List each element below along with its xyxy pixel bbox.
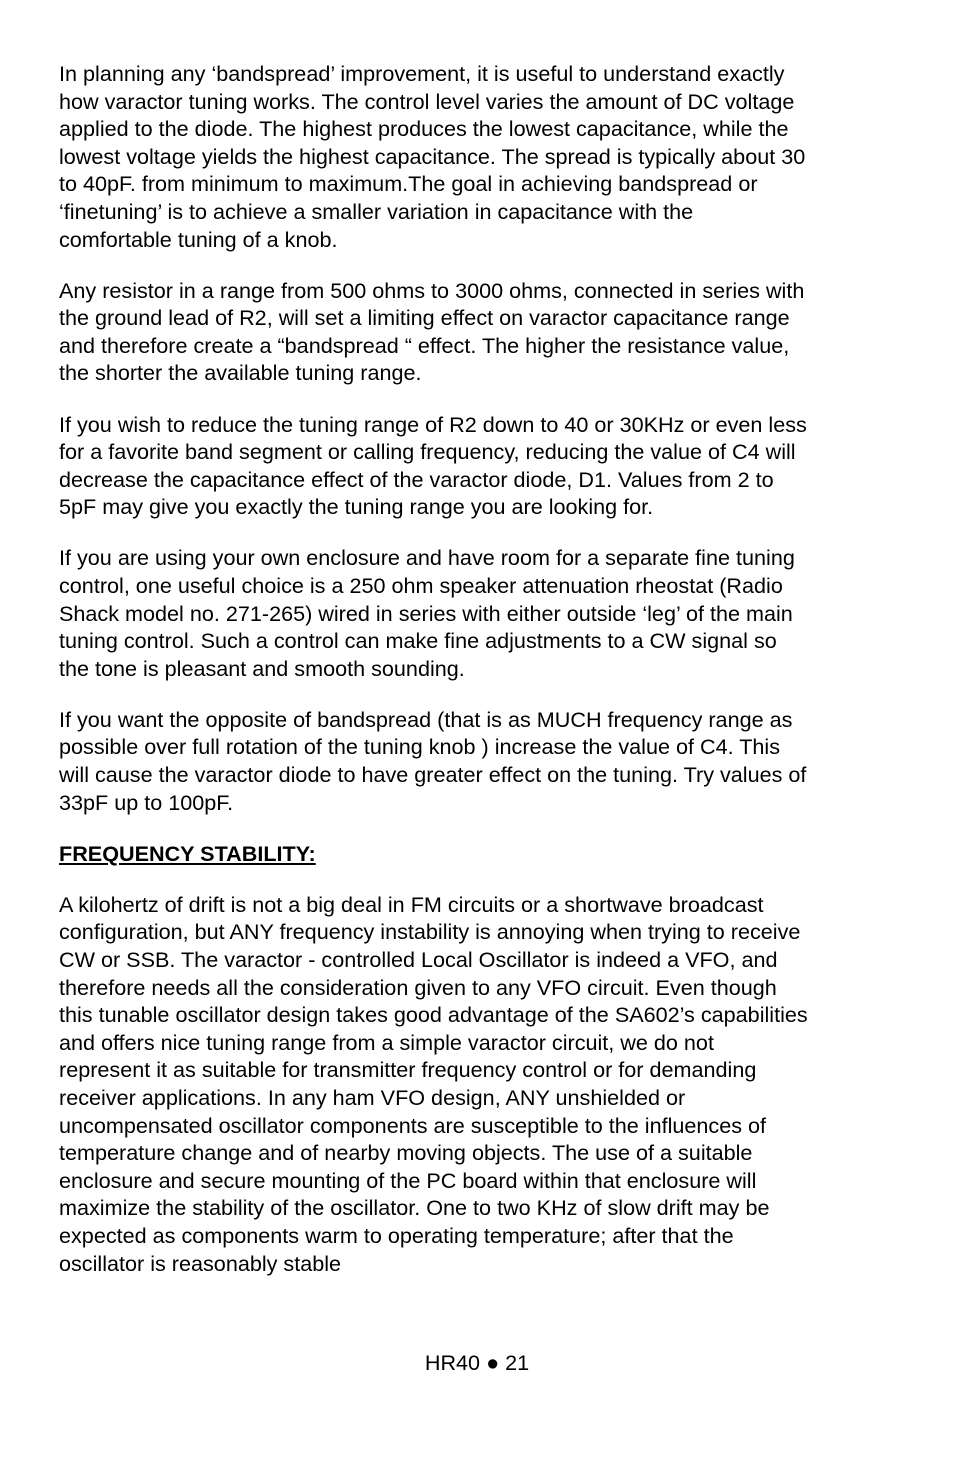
text-line: ‘finetuning’ is to achieve a smaller variation in capacitance with the (59, 198, 694, 224)
text-line: receiver applications. In any ham VFO design, ANY unshielded or (59, 1085, 686, 1110)
text-line: enclosure and secure mounting of the PC board within that enclosure will (59, 1167, 757, 1193)
text-line: If you are using your own enclosure and have room for a separate fine tuning (59, 545, 795, 571)
text-line: comfortable tuning of a knob. (59, 226, 338, 252)
text-line: how varactor tuning works. The control level varies the amount of DC voltage (59, 88, 795, 114)
text-line: the shorter the available tuning range. (59, 360, 422, 386)
text-line: decrease the capacitance effect of the varactor diode, D1. Values from 2 to (59, 466, 774, 492)
section-heading: FREQUENCY STABILITY: (59, 840, 316, 866)
text-line: expected as components warm to operating temperature; after that the (59, 1222, 734, 1248)
text-line: 33pF up to 100pF. (59, 789, 234, 815)
text-line: the tone is pleasant and smooth sounding. (59, 655, 465, 681)
text-line: tuning control. Such a control can make fine adjustments to a CW signal so (59, 628, 777, 654)
text-line: If you want the opposite of bandspread (that is as MUCH frequency range as (59, 706, 793, 732)
text-line: this tunable oscillator design takes good advantage of the SA602’s capabilities (59, 1002, 808, 1028)
text-line: maximize the stability of the oscillator. One to two KHz of slow drift may be (59, 1195, 770, 1221)
text-line: Any resistor in a range from 500 ohms to 3000 ohms, connected in series with (59, 277, 805, 303)
page-body (59, 60, 901, 1301)
text-line: A kilohertz of drift is not a big deal in FM circuits or a shortwave broadcast (59, 891, 764, 917)
text-line: CW or SSB. The varactor - controlled Local Oscillator is indeed a VFO, and (59, 947, 778, 973)
text-line: oscillator is reasonably stable (59, 1250, 342, 1276)
text-line: applied to the diode. The highest produces the lowest capacitance, while the (59, 116, 789, 142)
text-line: uncompensated oscillator components are susceptible to the influences of (59, 1112, 767, 1138)
paragraph-varactor-tuning (59, 60, 901, 253)
text-line: therefore needs all the consideration given to any VFO circuit. Even though (59, 974, 777, 1000)
text-line: represent it as suitable for transmitter frequency control or for demanding (59, 1057, 757, 1083)
text-line: In planning any ‘bandspread’ improvement, it is useful to understand exactly (59, 61, 785, 86)
text-line: control, one useful choice is a 250 ohm speaker attenuation rheostat (Radio (59, 573, 783, 598)
text-line: will cause the varactor diode to have greater effect on the tuning. Try values of (59, 762, 807, 788)
text-line: and therefore create a “bandspread “ effect. The higher the resistance value, (59, 332, 790, 358)
text-line: possible over full rotation of the tuning knob ) increase the value of C4. This (59, 734, 781, 760)
text-line: for a favorite band segment or calling frequency, reducing the value of C4 will (59, 439, 796, 465)
paragraph-resistor-range (59, 277, 901, 387)
paragraph-fine-tuning (59, 544, 901, 682)
text-line: to 40pF. from minimum to maximum.The goal in achieving bandspread or (59, 171, 758, 197)
text-line: lowest voltage yields the highest capacitance. The spread is typically about 30 (59, 143, 806, 169)
paragraph-opposite-bandspread (59, 706, 901, 816)
text-line: the ground lead of R2, will set a limiting effect on varactor capacitance range (59, 305, 790, 331)
text-line: configuration, but ANY frequency instability is annoying when trying to receive (59, 919, 801, 945)
text-line: 5pF may give you exactly the tuning range you are looking for. (59, 494, 654, 520)
text-line: and offers nice tuning range from a simple varactor circuit, we do not (59, 1029, 714, 1055)
text-line: If you wish to reduce the tuning range of R2 down to 40 or 30KHz or even less (59, 411, 807, 437)
paragraph-reduce-range (59, 411, 901, 521)
text-line: temperature change and of nearby moving objects. The use of a suitable (59, 1140, 753, 1166)
page-footer: HR40 ● 21 (424, 1350, 530, 1375)
text-line: Shack model no. 271-265) wired in series with either outside ‘leg’ of the main (59, 600, 793, 626)
paragraph-frequency-stability (59, 891, 901, 1277)
